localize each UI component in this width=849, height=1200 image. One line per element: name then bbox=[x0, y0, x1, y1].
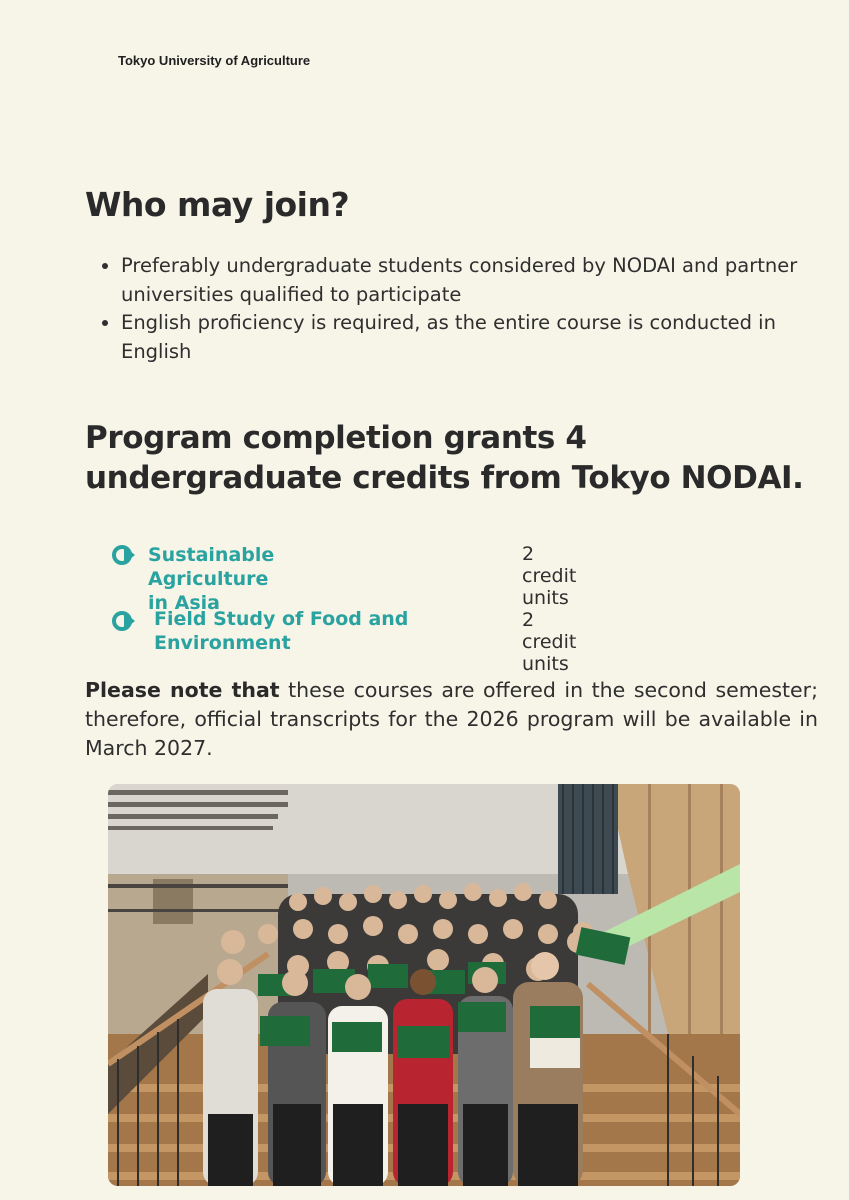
group-photo bbox=[108, 784, 740, 1186]
arrow-circle-icon bbox=[110, 542, 136, 568]
eligibility-item: • Preferably undergraduate students considered by NODAI and partner universities qualified to participate bbox=[121, 252, 846, 309]
organization-name: Tokyo University of Agriculture bbox=[118, 53, 311, 68]
credits-heading: Program completion grants 4 undergraduate credits from Tokyo NODAI. bbox=[85, 420, 804, 496]
arrow-circle-icon bbox=[110, 608, 136, 634]
transcript-note bbox=[85, 676, 818, 763]
course-credits: 2 credit units bbox=[522, 543, 577, 609]
eligibility-item: • English proficiency is required, as the entire course is conducted in English bbox=[121, 309, 846, 366]
note-emphasis: Please note that bbox=[85, 678, 280, 702]
group-photo-illustration bbox=[108, 784, 740, 1186]
who-may-join-heading: Who may join? bbox=[85, 185, 350, 224]
note-text: these courses are offered in the second semester; therefore, official transcripts for the 2026 program will be available in March 2027. bbox=[85, 678, 818, 760]
course-title: Field Study of Food and Environment bbox=[154, 608, 409, 654]
course-title: Sustainable Agriculture in Asia bbox=[148, 544, 275, 614]
eligibility-list bbox=[100, 252, 846, 366]
course-credits: 2 credit units bbox=[522, 609, 577, 675]
